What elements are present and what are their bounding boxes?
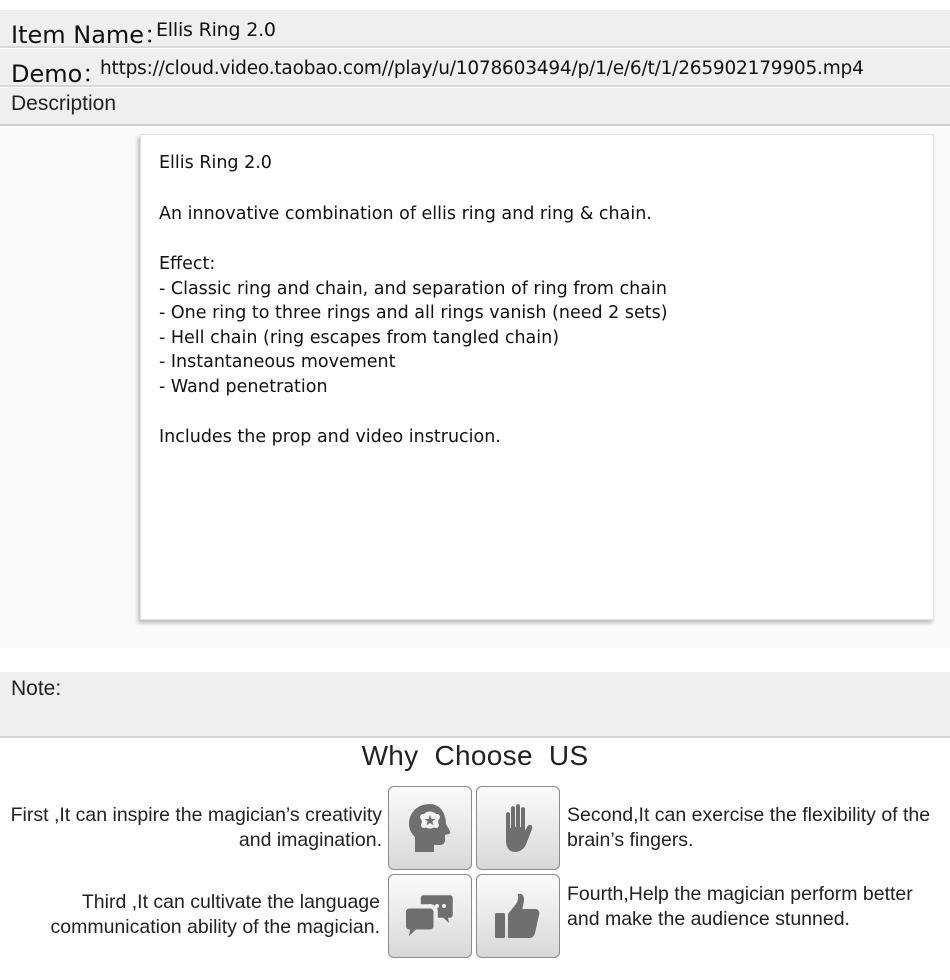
- note-bar: [0, 672, 950, 738]
- effect-item: - One ring to three rings and all rings vanish (need 2 sets): [159, 303, 668, 323]
- chat-bubbles-icon: [400, 886, 460, 946]
- brain-head-icon: [400, 798, 460, 858]
- thumbs-up-tile: [476, 874, 560, 958]
- demo-label: Demo：: [11, 60, 107, 88]
- reason-fourth: Fourth,Help the magician perform better and make the audience stunned.: [567, 883, 913, 930]
- hand-icon: [488, 798, 548, 858]
- note-label: Note:: [11, 677, 62, 700]
- effect-item: - Classic ring and chain, and separation of ring from chain: [159, 278, 667, 299]
- description-intro: An innovative combination of ellis ring and ring & chain.: [159, 203, 652, 224]
- hand-tile: [476, 786, 560, 870]
- description-bar: [0, 88, 950, 126]
- effect-item: - Hell chain (ring escapes from tangled chain): [159, 327, 560, 348]
- item-name-bar: [0, 10, 950, 48]
- thumbs-up-icon: [488, 886, 548, 946]
- chat-tile: [388, 874, 472, 958]
- includes-text: Includes the prop and video instrucion.: [159, 427, 501, 447]
- brain-tile: [388, 786, 472, 870]
- demo-bar: [0, 49, 950, 87]
- reason-third: Third ,It can cultivate the language communication ability of the magician.: [50, 891, 380, 938]
- effect-heading: Effect:: [159, 254, 216, 274]
- description-label: Description: [11, 92, 117, 115]
- item-name-label: Item Name：: [11, 21, 169, 49]
- why-choose-us-title: Why Choose US: [361, 740, 589, 771]
- effect-item: - Wand penetration: [159, 376, 328, 397]
- demo-url-link[interactable]: https://cloud.video.taobao.com//play/u/1078603494/p/1/e/6/t/1/265902179905.mp4: [100, 58, 864, 79]
- item-name-value: Ellis Ring 2.0: [156, 19, 276, 41]
- effect-item: - Instantaneous movement: [159, 352, 396, 372]
- description-text: [159, 151, 699, 450]
- description-box: [140, 134, 934, 620]
- reason-second: Second,It can exercise the flexibility of the brain’s fingers.: [567, 804, 931, 851]
- reason-first: First ,It can inspire the magician’s creativity and imagination.: [10, 804, 382, 851]
- description-title: Ellis Ring 2.0: [159, 153, 272, 173]
